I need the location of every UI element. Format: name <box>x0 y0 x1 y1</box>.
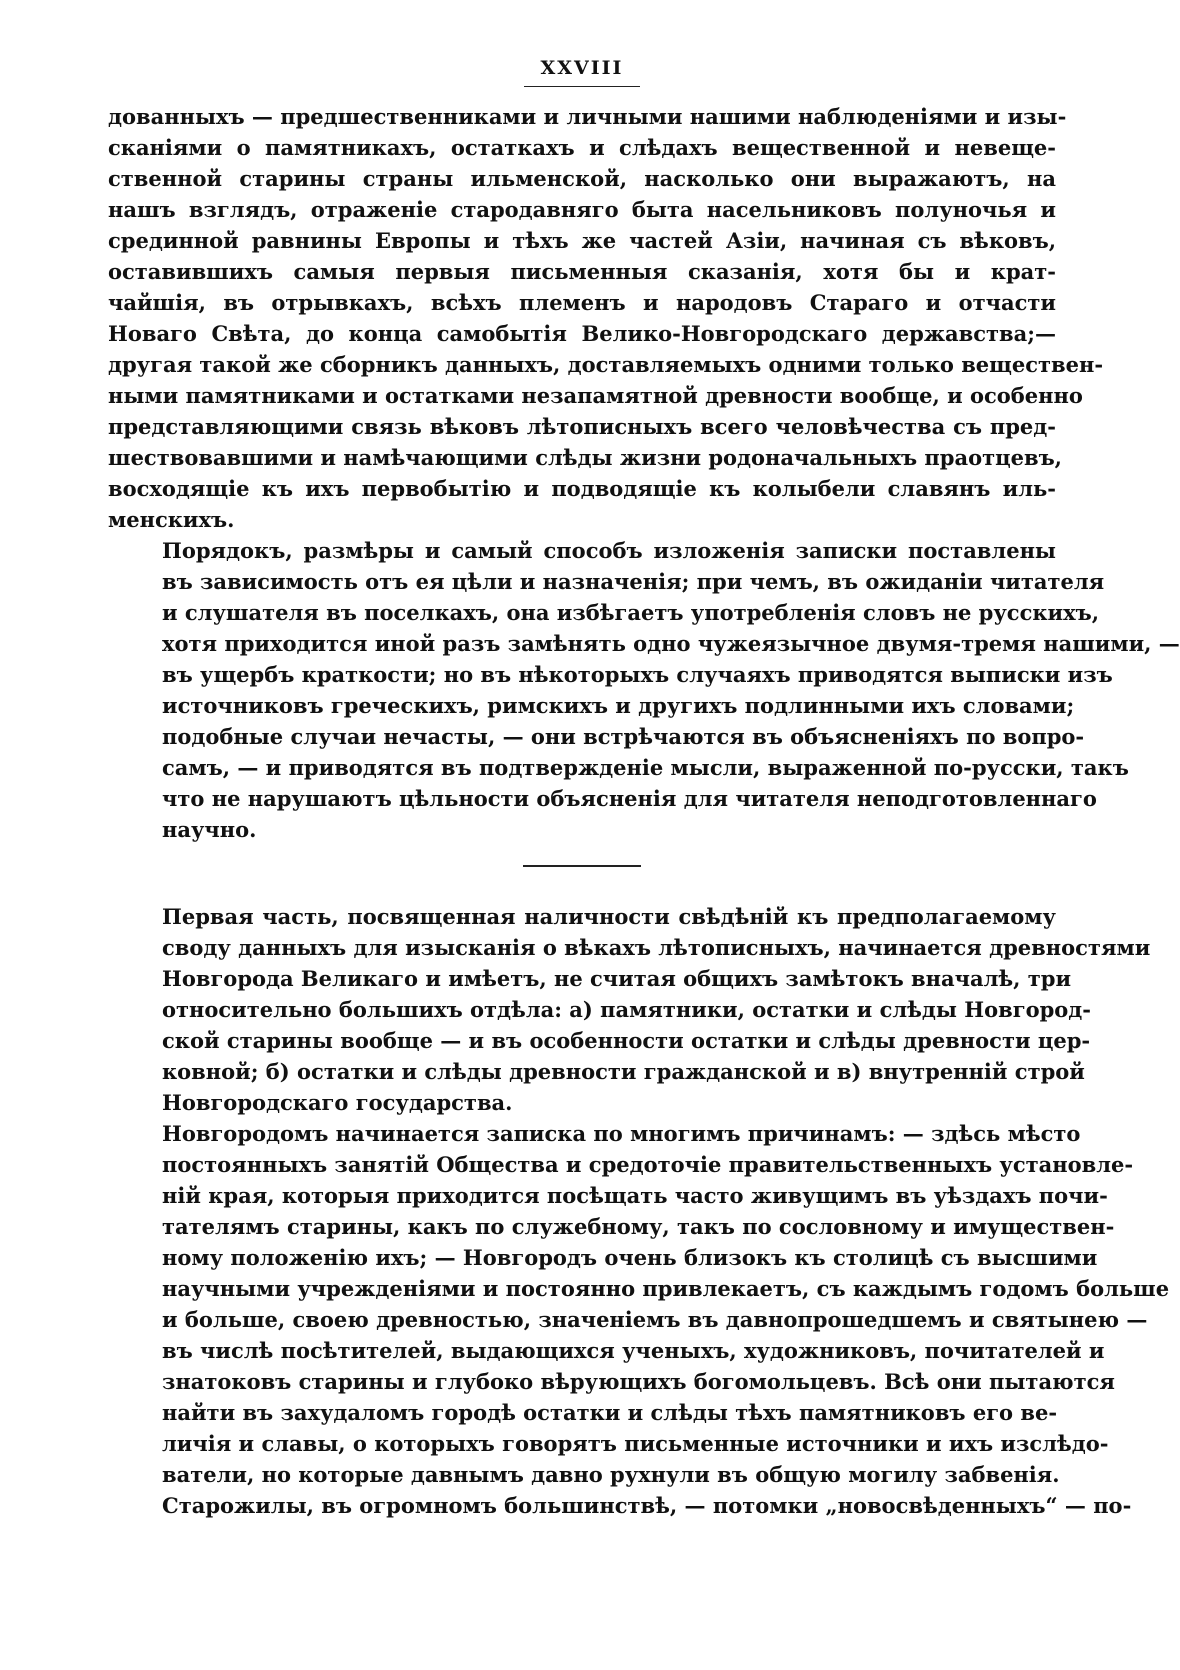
text-line: своду данныхъ для изысканія о вѣкахъ лѣтописныхъ, начинается древностями <box>162 935 1151 960</box>
text-line: ватели, но которые давнымъ давно рухнули въ общую могилу забвенія. <box>162 1462 1060 1487</box>
text-line: дованныхъ — предшественниками и личными нашими наблюденіями и изы- <box>108 104 1067 129</box>
text-line: постоянныхъ занятій Общества и средоточіе правительственныхъ установле- <box>162 1152 1134 1177</box>
text-line: другая такой же сборникъ данныхъ, доставляемыхъ одними только веществен- <box>108 352 1104 377</box>
document-page <box>108 56 1180 1521</box>
text-line: Старожилы, въ огромномъ большинствѣ, — потомки „новосвѣденныхъ“ — по- <box>162 1493 1132 1518</box>
text-line: представляющими связь вѣковъ лѣтописныхъ всего человѣчества съ пред- <box>108 414 1056 439</box>
text-line: ному положенію ихъ; — Новгородъ очень близокъ къ столицѣ съ высшими <box>162 1245 1098 1270</box>
text-line: и больше, своею древностью, значеніемъ въ давнопрошедшемъ и святынею — <box>162 1307 1148 1332</box>
text-line: ственной старины страны ильменской, насколько они выражаютъ, на <box>108 166 1056 191</box>
text-line: Новаго Свѣта, до конца самобытія Велико-Новгородскаго державства;— <box>108 321 1056 346</box>
text-line: въ ущербъ краткости; но въ нѣкоторыхъ случаяхъ приводятся выписки изъ <box>162 662 1113 687</box>
paragraph-order-of-exposition <box>108 535 1180 845</box>
text-line: что не нарушаютъ цѣльности объясненія для читателя неподготовленнаго <box>162 786 1097 811</box>
page-number: XXVIII <box>540 57 624 79</box>
text-line: восходящіе къ ихъ первобытію и подводящіе къ колыбели славянъ иль- <box>108 476 1056 501</box>
text-line: Порядокъ, размѣры и самый способъ изложенія записки поставлены <box>162 538 1056 563</box>
text-line: ковной; б) остатки и слѣды древности гражданской и в) внутренній строй <box>162 1059 1085 1084</box>
text-line: научными учрежденіями и постоянно привлекаетъ, съ каждымъ годомъ больше <box>162 1276 1170 1301</box>
paragraph-novgorod-reasons <box>108 1118 1170 1521</box>
text-line: Новгорода Великаго и имѣетъ, не считая общихъ замѣтокъ вначалѣ, три <box>162 966 1072 991</box>
text-line: найти въ захудаломъ городѣ остатки и слѣды тѣхъ памятниковъ его ве- <box>162 1400 1058 1425</box>
text-line: научно. <box>162 817 257 842</box>
paragraph-intro-continuation <box>108 101 1104 535</box>
text-line: ными памятниками и остатками незапамятной древности вообще, и особенно <box>108 383 1083 408</box>
text-line: срединной равнины Европы и тѣхъ же частей Азіи, начиная съ вѣковъ, <box>108 228 1056 253</box>
text-line: источниковъ греческихъ, римскихъ и другихъ подлинными ихъ словами; <box>162 693 1075 718</box>
text-line: тателямъ старины, какъ по служебному, такъ по сословному и имуществен- <box>162 1214 1115 1239</box>
section-divider <box>523 865 641 867</box>
text-line: знатоковъ старины и глубоко вѣрующихъ богомольцевъ. Всѣ они пытаются <box>162 1369 1115 1394</box>
text-line: личія и славы, о которыхъ говорятъ письменные источники и ихъ изслѣдо- <box>162 1431 1109 1456</box>
text-line: менскихъ. <box>108 507 235 532</box>
text-line: ской старины вообще — и въ особенности остатки и слѣды древности цер- <box>162 1028 1091 1053</box>
text-line: ній края, которыя приходится посѣщать часто живущимъ въ уѣздахъ почи- <box>162 1183 1108 1208</box>
text-line: сканіями о памятникахъ, остаткахъ и слѣдахъ вещественной и невеще- <box>108 135 1056 160</box>
text-line: Новгородскаго государства. <box>162 1090 513 1115</box>
text-line: и слушателя въ поселкахъ, она избѣгаетъ употребленія словъ не русскихъ, <box>162 600 1100 625</box>
header-rule <box>524 86 640 87</box>
text-line: самъ, — и приводятся въ подтвержденіе мысли, выраженной по-русски, такъ <box>162 755 1129 780</box>
text-line: Новгородомъ начинается записка по многимъ причинамъ: — здѣсь мѣсто <box>162 1121 1081 1146</box>
text-line: Первая часть, посвященная наличности свѣдѣній къ предполагаемому <box>162 904 1056 929</box>
text-line: чайшія, въ отрывкахъ, всѣхъ племенъ и народовъ Стараго и отчасти <box>108 290 1056 315</box>
text-line: въ числѣ посѣтителей, выдающихся ученыхъ, художниковъ, почитателей и <box>162 1338 1105 1363</box>
text-line: оставившихъ самыя первыя письменныя сказанія, хотя бы и крат- <box>108 259 1056 284</box>
paragraph-first-part <box>108 901 1151 1118</box>
text-line: нашъ взглядъ, отраженіе стародавняго быта насельниковъ полуночья и <box>108 197 1056 222</box>
text-line: въ зависимость отъ ея цѣли и назначенія; при чемъ, въ ожиданіи читателя <box>162 569 1105 594</box>
text-line: хотя приходится иной разъ замѣнять одно чужеязычное двумя-тремя нашими, — <box>162 631 1180 656</box>
text-line: шествовавшими и намѣчающими слѣды жизни родоначальныхъ праотцевъ, <box>108 445 1062 470</box>
text-line: относительно большихъ отдѣла: а) памятники, остатки и слѣды Новгород- <box>162 997 1092 1022</box>
text-line: подобные случаи нечасты, — они встрѣчаются въ объясненіяхъ по вопро- <box>162 724 1085 749</box>
